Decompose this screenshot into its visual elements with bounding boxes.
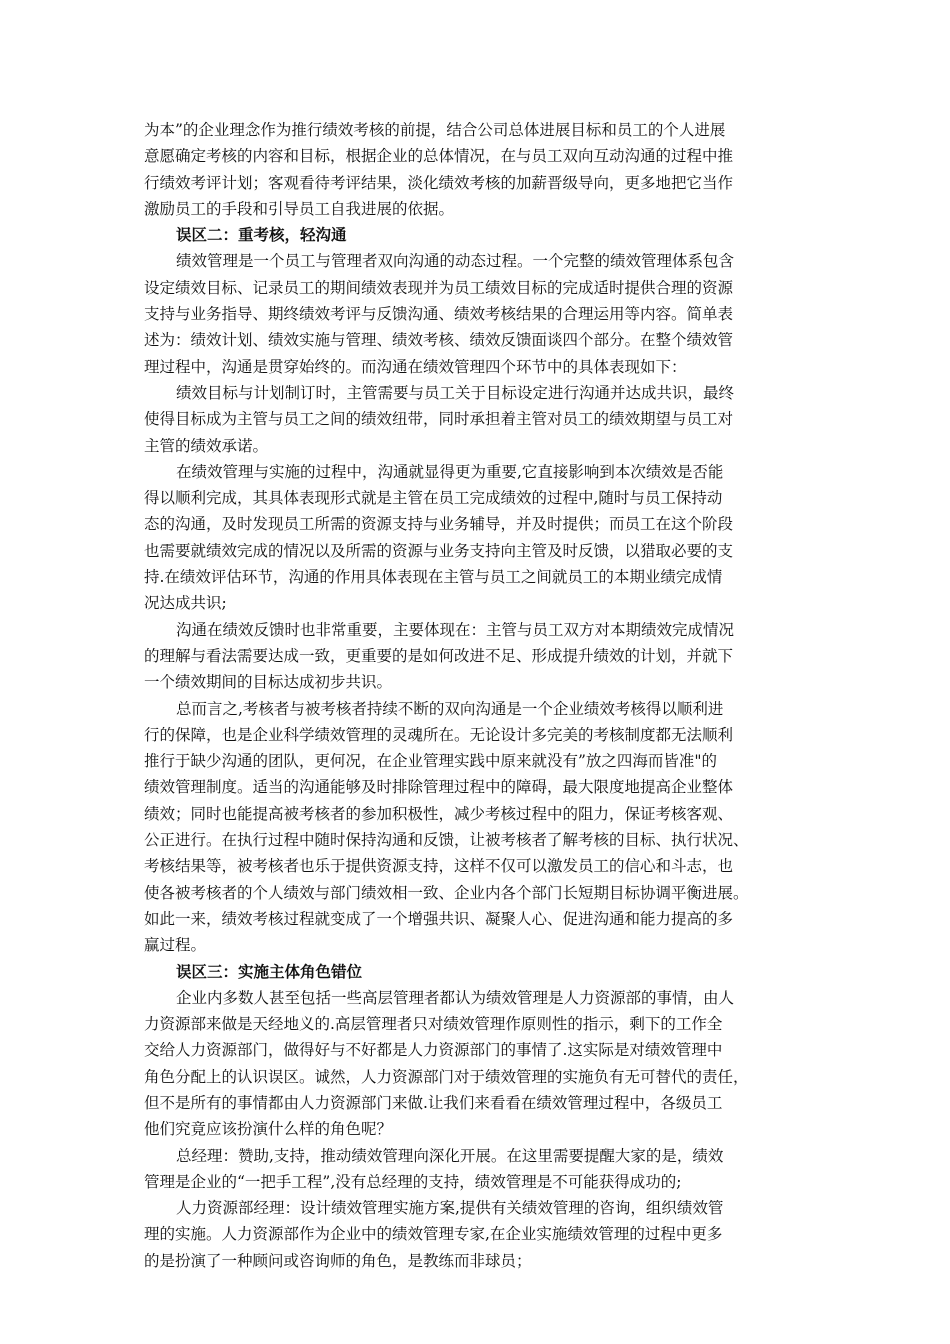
text-line: 也需要就绩效完成的情况以及所需的资源与业务支持向主管及时反馈，以猎取必要的支 <box>144 541 734 560</box>
text-line: 交给人力资源部门，做得好与不好都是人力资源部门的事情了.这实际是对绩效管理中 <box>144 1041 723 1060</box>
text-line: 理过程中，沟通是贯穿始终的。而沟通在绩效管理四个环节中的具体表现如下： <box>144 357 687 376</box>
text-line: 设定绩效目标、记录员工的期间绩效表现并为员工绩效目标的完成适时提供合理的资源 <box>144 278 734 297</box>
text-line: 总经理：赞助,支持，推动绩效管理向深化开展。在这里需要提醒大家的是，绩效 <box>176 1146 724 1165</box>
text-line: 述为：绩效计划、绩效实施与管理、绩效考核、绩效反馈面谈四个部分。在整个绩效管 <box>144 331 734 350</box>
section-heading: 误区二：重考核，轻沟通 <box>176 225 347 245</box>
document-page <box>144 117 809 1274</box>
text-line: 但不是所有的事情都由人力资源部门来做.让我们来看看在绩效管理过程中，各级员工 <box>144 1093 723 1112</box>
text-line: 一个绩效期间的目标达成初步共识。 <box>144 673 393 692</box>
text-line: 为本”的企业理念作为推行绩效考核的前提，结合公司总体进展目标和员工的个人进展 <box>144 121 726 139</box>
text-line: 他们究竟应该扮演什么样的角色呢？ <box>144 1120 393 1139</box>
text-line: 考核结果等，被考核者也乐于提供资源支持，这样不仅可以激发员工的信心和斗志，也 <box>144 857 734 876</box>
text-line: 绩效管理制度。适当的沟通能够及时排除管理过程中的障碍，最大限度地提高企业整体 <box>144 778 734 797</box>
text-line: 的是扮演了一种顾问或咨询师的角色，是教练而非球员； <box>144 1251 532 1270</box>
text-line: 管理是企业的“一把手工程”,没有总经理的支持，绩效管理是不可能获得成功的; <box>144 1172 682 1191</box>
text-line: 行绩效考评计划；客观看待考评结果，淡化绩效考核的加薪晋级导向，更多地把它当作 <box>144 173 734 192</box>
text-line: 绩效目标与计划制订时，主管需要与员工关于目标设定进行沟通并达成共识，最终 <box>176 383 735 402</box>
text-line: 支持与业务指导、期终绩效考评与反馈沟通、绩效考核结果的合理运用等内容。简单表 <box>144 305 734 324</box>
text-line: 推行于缺少沟通的团队，更何况，在企业管理实践中原来就没有”放之四海而皆准"的 <box>144 752 718 771</box>
text-line: 企业内多数人甚至包括一些高层管理者都认为绩效管理是人力资源部的事情，由人 <box>176 988 735 1007</box>
text-line: 力资源部来做是天经地义的.高层管理者只对绩效管理作原则性的指示，剩下的工作全 <box>144 1015 723 1034</box>
text-line: 使各被考核者的个人绩效与部门绩效相一致、企业内各个部门长短期目标协调平衡进展。 <box>144 883 749 902</box>
text-line: 况达成共识; <box>144 594 227 613</box>
text-line: 态的沟通，及时发现员工所需的资源支持与业务辅导，并及时提供；而员工在这个阶段 <box>144 515 734 534</box>
text-line: 意愿确定考核的内容和目标，根据企业的总体情况，在与员工双向互动沟通的过程中推 <box>144 147 734 166</box>
text-line: 使得目标成为主管与员工之间的绩效纽带，同时承担着主管对员工的绩效期望与员工对 <box>144 410 734 429</box>
text-line: 人力资源部经理：设计绩效管理实施方案,提供有关绩效管理的咨询，组织绩效管 <box>176 1199 724 1218</box>
text-line: 公正进行。在执行过程中随时保持沟通和反馈，让被考核者了解考核的目标、执行状况、 <box>144 831 749 850</box>
text-line: 得以顺利完成，其具体表现形式就是主管在员工完成绩效的过程中,随时与员工保持动 <box>144 489 723 508</box>
text-line: 角色分配上的认识误区。诚然，人力资源部门对于绩效管理的实施负有无可替代的责任， <box>144 1067 749 1086</box>
text-line: 主管的绩效承诺。 <box>144 436 269 455</box>
text-line: 绩效管理是一个员工与管理者双向沟通的动态过程。一个完整的绩效管理体系包含 <box>176 252 735 271</box>
text-line: 激励员工的手段和引导员工自我进展的依据。 <box>144 199 455 218</box>
text-line: 赢过程。 <box>144 936 207 955</box>
text-line: 持.在绩效评估环节，沟通的作用具体表现在主管与员工之间就员工的本期业绩完成情 <box>144 568 723 587</box>
text-line: 绩效；同时也能提高被考核者的参加积极性，减少考核过程中的阻力，保证考核客观、 <box>144 804 734 823</box>
text-line: 总而言之,考核者与被考核者持续不断的双向沟通是一个企业绩效考核得以顺利进 <box>176 699 724 718</box>
text-line: 在绩效管理与实施的过程中，沟通就显得更为重要,它直接影响到本次绩效是否能 <box>176 462 724 481</box>
text-line: 的理解与看法需要达成一致，更重要的是如何改进不足、形成提升绩效的计划，并就下 <box>144 646 734 665</box>
text-line: 沟通在绩效反馈时也非常重要，主要体现在：主管与员工双方对本期绩效完成情况 <box>176 620 735 639</box>
text-line: 理的实施。人力资源部作为企业中的绩效管理专家,在企业实施绩效管理的过程中更多 <box>144 1225 723 1244</box>
text-line: 如此一来，绩效考核过程就变成了一个增强共识、凝聚人心、促进沟通和能力提高的多 <box>144 909 734 928</box>
text-line: 行的保障，也是企业科学绩效管理的灵魂所在。无论设计多完美的考核制度都无法顺利 <box>144 725 734 744</box>
section-heading: 误区三：实施主体角色错位 <box>176 961 363 981</box>
